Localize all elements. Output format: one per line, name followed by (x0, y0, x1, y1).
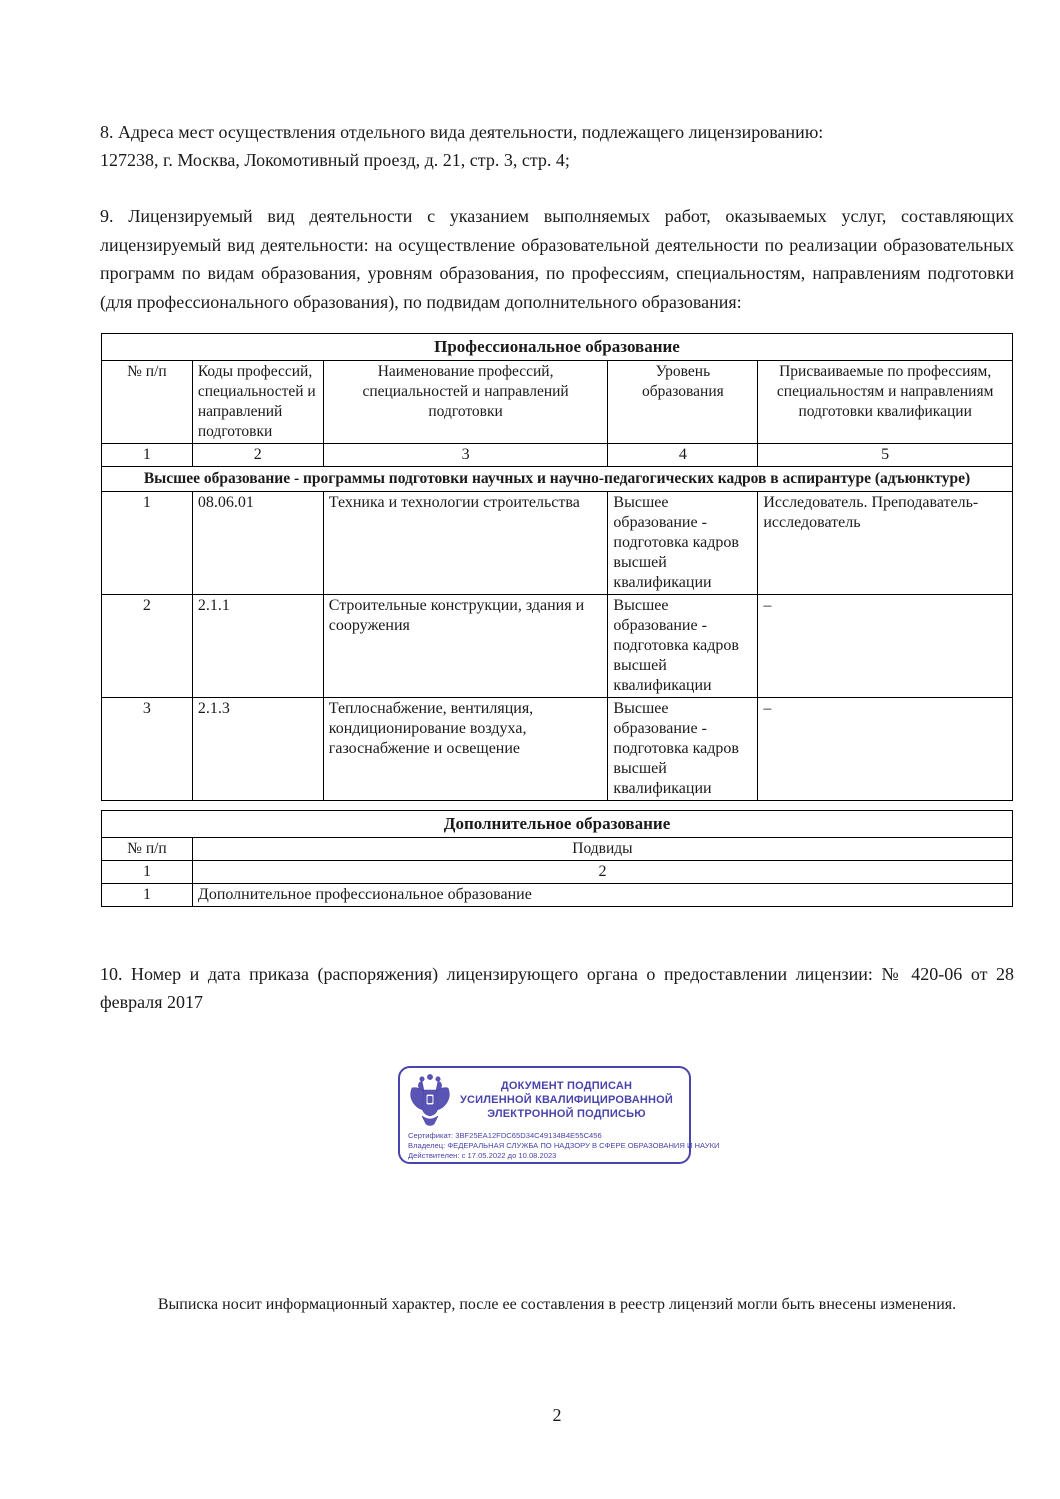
row-name: Техника и технологии строительства (323, 492, 608, 595)
education-section-label: Высшее образование - программы подготовки научных и научно-педагогических кадров в аспирантуре (адъюнктуре) (102, 467, 1013, 492)
page-number: 2 (552, 1405, 562, 1425)
row-level: Высшее образование - подготовка кадров высшей квалификации (608, 595, 758, 698)
column-number-row (102, 444, 1013, 467)
add-table-title: Дополнительное образование (102, 811, 1013, 838)
table-row (102, 595, 1013, 698)
stamp-certificate-line (408, 1131, 681, 1141)
section-8-heading: 8. Адреса мест осуществления отдельного вида деятельности, подлежащего лицензированию: (100, 122, 824, 142)
table-header-row (102, 838, 1013, 861)
education-section-row (102, 467, 1013, 492)
col-header-name: Наименование профессий, специальностей и направлений подготовки (323, 361, 608, 444)
certificate-label: Сертификат: (408, 1131, 454, 1140)
col-number-2: 2 (192, 861, 1012, 884)
row-level: Высшее образование - подготовка кадров высшей квалификации (608, 698, 758, 801)
col-header-subtypes: Подвиды (192, 838, 1012, 861)
col-header-code: Коды профессий, специальностей и направлений подготовки (192, 361, 323, 444)
section-9 (100, 202, 1014, 316)
row-num: 1 (102, 884, 193, 907)
row-code: 2.1.3 (192, 698, 323, 801)
stamp-title-line3: ЭЛЕКТРОННОЙ ПОДПИСЬЮ (487, 1108, 646, 1120)
stamp-details (408, 1131, 720, 1161)
stamp-header (408, 1074, 681, 1126)
table-title-row (102, 334, 1013, 361)
row-qualification: Исследователь. Преподаватель-исследователь (758, 492, 1013, 595)
col-header-level: Уровень образования (608, 361, 758, 444)
section-9-text: 9. Лицензируемый вид деятельности с указанием выполняемых работ, оказываемых услуг, составляющих лицензируемый вид деятельности: на осуществление образовательной деятельности по реализации образовательных программ по видам образования, уровням образования, по профессиям, специальностям, направлениям подготовки (для профессионального образования), по подвидам дополнительного образования: (100, 206, 1014, 312)
professional-education-table (101, 333, 1013, 801)
additional-education-table (101, 810, 1013, 907)
table-row (102, 492, 1013, 595)
section-8-address: 127238, г. Москва, Локомотивный проезд, д. 21, стр. 3, стр. 4; (100, 150, 570, 170)
row-num: 2 (102, 595, 193, 698)
row-code: 2.1.1 (192, 595, 323, 698)
owner-label: Владелец: (408, 1141, 446, 1150)
row-code: 08.06.01 (192, 492, 323, 595)
row-qualification: – (758, 698, 1013, 801)
row-name: Теплоснабжение, вентиляция, кондиционирование воздуха, газоснабжение и освещение (323, 698, 608, 801)
footer-note: Выписка носит информационный характер, после ее составления в реестр лицензий могли быть внесены изменения. (157, 1296, 957, 1313)
col-header-num: № п/п (102, 838, 193, 861)
stamp-owner-line (408, 1141, 720, 1151)
certificate-value: 3BF25EA12FDC65D34C49134B4E55C456 (455, 1131, 602, 1140)
table-row (102, 698, 1013, 801)
stamp-title-line2: УСИЛЕННОЙ КВАЛИФИЦИРОВАННОЙ (459, 1094, 674, 1106)
section-10-text: 10. Номер и дата приказа (распоряжения) лицензирующего органа о предоставлении лицензии: № 420-06 от 28 февраля 2017 (100, 964, 1014, 1012)
stamp-title (452, 1079, 681, 1121)
table-title-row (102, 811, 1013, 838)
column-number-row (102, 861, 1013, 884)
col-number-4: 4 (608, 444, 758, 467)
row-name: Строительные конструкции, здания и сооружения (323, 595, 608, 698)
section-8 (100, 118, 1014, 174)
prof-table-title: Профессиональное образование (102, 334, 1013, 361)
section-10 (100, 960, 1014, 1016)
row-qualification: – (758, 595, 1013, 698)
owner-value: ФЕДЕРАЛЬНАЯ СЛУЖБА ПО НАДЗОРУ В СФЕРЕ ОБРАЗОВАНИЯ И НАУКИ (447, 1141, 720, 1150)
table-header-row (102, 361, 1013, 444)
row-num: 1 (102, 492, 193, 595)
validity-label: Действителен: (408, 1151, 460, 1160)
double-headed-eagle-icon (408, 1074, 452, 1126)
col-header-qualification: Присваиваемые по профессиям, специальностям и направлениям подготовки квалификации (758, 361, 1013, 444)
stamp-title-line1: ДОКУМЕНТ ПОДПИСАН (500, 1080, 633, 1092)
col-number-3: 3 (323, 444, 608, 467)
col-number-5: 5 (758, 444, 1013, 467)
table-row (102, 884, 1013, 907)
row-num: 3 (102, 698, 193, 801)
col-number-1: 1 (102, 861, 193, 884)
validity-value: с 17.05.2022 до 10.08.2023 (461, 1151, 557, 1160)
stamp-validity-line (408, 1151, 681, 1161)
row-level: Высшее образование - подготовка кадров высшей квалификации (608, 492, 758, 595)
row-subtype: Дополнительное профессиональное образование (192, 884, 1012, 907)
digital-signature-stamp (398, 1066, 720, 1164)
col-number-2: 2 (192, 444, 323, 467)
col-number-1: 1 (102, 444, 193, 467)
col-header-num: № п/п (102, 361, 193, 444)
